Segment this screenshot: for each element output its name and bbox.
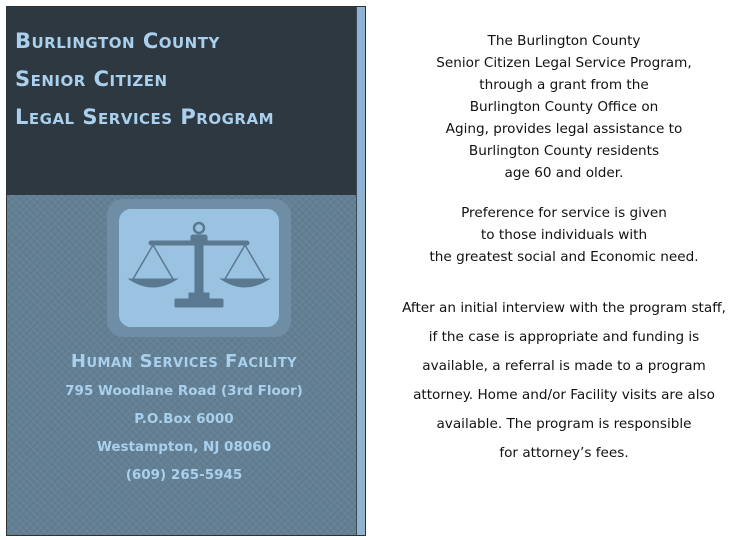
facility-phone: (609) 265-5945 [125, 467, 243, 483]
description-line: for attorney’s fees. [499, 445, 629, 461]
brochure-cover-panel [6, 6, 366, 536]
description-line: Preference for service is given [461, 205, 667, 221]
panel-right-edge [356, 7, 365, 536]
facility-po-box: P.O.Box 6000 [134, 411, 234, 427]
cover-header-band [7, 7, 361, 195]
emblem-frame [107, 199, 291, 337]
description-line: if the case is appropriate and funding is [428, 329, 700, 345]
description-line: Senior Citizen Legal Service Program, [436, 55, 692, 71]
cover-title-line-2: Senior Citizen [15, 67, 168, 91]
scales-of-justice-icon [119, 209, 279, 327]
description-line: available. The program is responsible [436, 416, 692, 432]
description-paragraph-2 [386, 202, 742, 268]
description-line: available, a referral is made to a program [422, 358, 706, 374]
program-description [386, 30, 742, 468]
cover-title-line-1: Burlington County [15, 29, 220, 53]
description-line: to those individuals with [480, 227, 648, 243]
facility-name: Human Services Facility [70, 351, 298, 372]
description-line: Aging, provides legal assistance to [445, 121, 683, 137]
description-line: Burlington County residents [468, 143, 660, 159]
facility-address: 795 Woodlane Road (3rd Floor) [65, 383, 303, 399]
description-line: through a grant from the [479, 77, 649, 93]
description-line: Burlington County Office on [469, 99, 659, 115]
description-line: After an initial interview with the program staff, [402, 300, 726, 316]
cover-title-line-3: Legal Services Program [15, 105, 274, 129]
description-line: The Burlington County [487, 33, 641, 49]
description-paragraph-1 [386, 30, 742, 184]
description-line: age 60 and older. [504, 165, 624, 181]
description-paragraph-3 [386, 294, 742, 468]
description-line: attorney. Home and/or Facility visits are also [413, 387, 715, 403]
facility-city-state-zip: Westampton, NJ 08060 [96, 439, 272, 455]
description-line: the greatest social and Economic need. [429, 249, 699, 265]
